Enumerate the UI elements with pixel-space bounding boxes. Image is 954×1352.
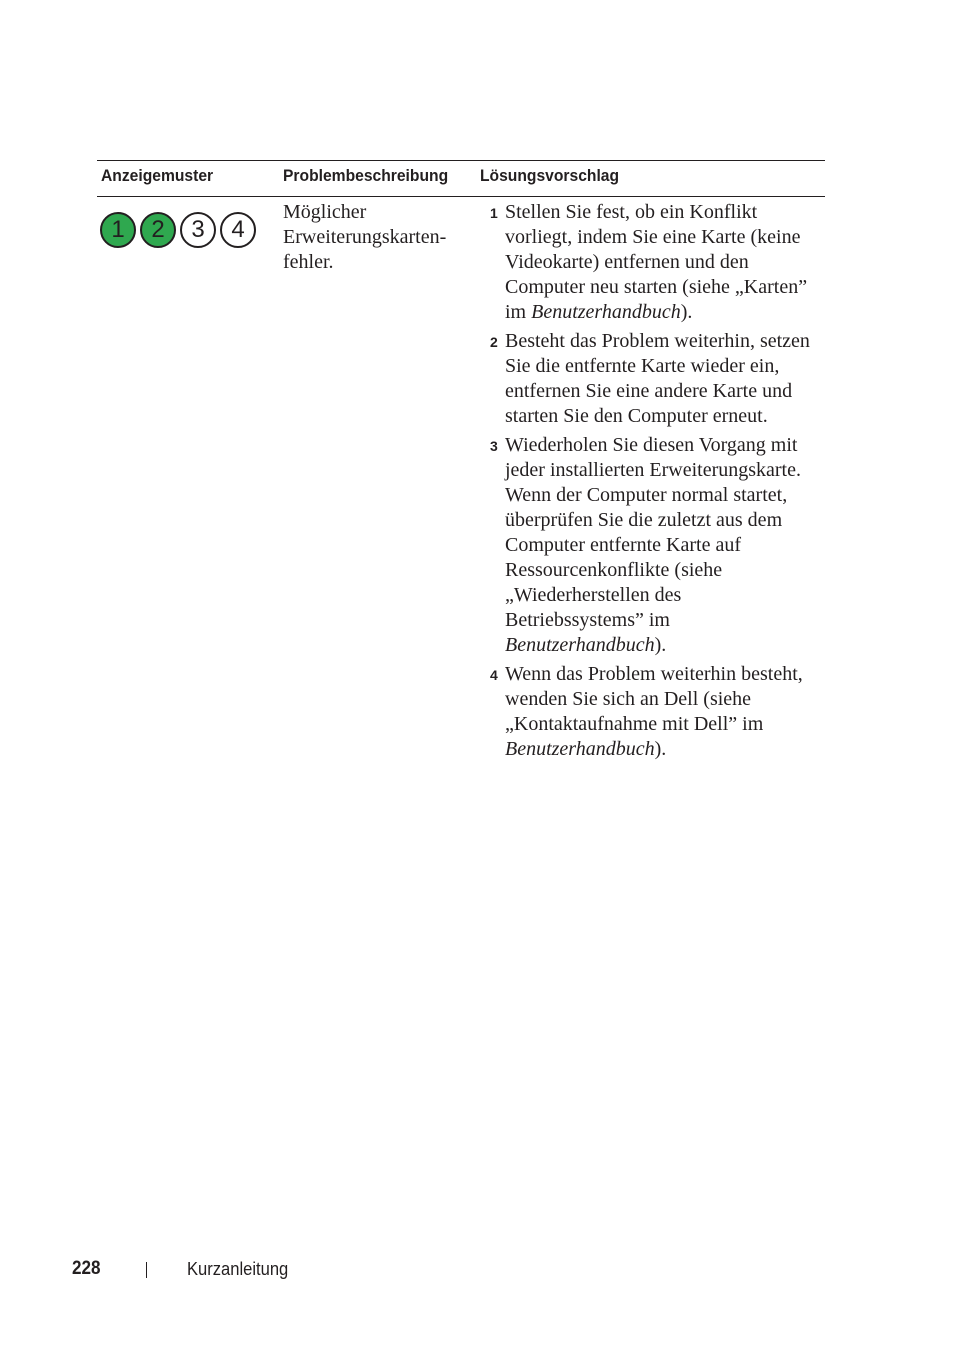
step-text: Besteht das Problem weiterhin, setzen Sie die entfernte Karte wieder ein, entfernen Sie eine andere Karte und starten Sie den Computer erneut.: [505, 330, 810, 427]
step-text: Wiederholen Sie diesen Vorgang mit jeder installierten Erweiterungskarte. Wenn der Computer normal startet, überprüfen Sie die zuletzt aus dem Computer entfernte Karte auf Ressourcenkonflikte (siehe „Wiederherstellen des Betriebssystems” im Benutzerhandbuch).: [505, 434, 801, 656]
manual-reference: Benutzerhandbuch: [505, 634, 655, 656]
footer-section-title: Kurzanleitung: [187, 1259, 289, 1279]
header-pattern: Anzeigemuster: [101, 166, 214, 185]
page-number: 228: [72, 1258, 101, 1279]
diagnostic-light-4-icon: 4: [220, 212, 256, 248]
solution-step-1: [490, 200, 825, 325]
solution-step-2: [490, 329, 825, 429]
solution-step-3: [490, 433, 825, 658]
table-header-rule: [97, 196, 825, 197]
diagnostic-light-2-icon: 2: [140, 212, 176, 248]
diagnostic-light-pattern: [100, 212, 256, 250]
solution-step-4: [490, 662, 825, 762]
footer-divider: [146, 1262, 147, 1278]
solution-steps: [490, 200, 825, 766]
step-text: Stellen Sie fest, ob ein Konflikt vorliegt, indem Sie eine Karte (keine Videokarte) entfernen und den Computer neu starten (siehe „Karten” im Benutzerhandbuch).: [505, 201, 808, 323]
step-number: 3: [490, 438, 498, 454]
problem-description: Möglicher Erweiterungskarten-fehler.: [283, 201, 447, 273]
step-number: 2: [490, 334, 498, 350]
step-number: 4: [490, 667, 498, 683]
page-footer: [0, 1257, 954, 1283]
manual-reference: Benutzerhandbuch: [505, 738, 655, 760]
diagnostic-light-1-icon: 1: [100, 212, 136, 248]
header-solution: Lösungsvorschlag: [480, 166, 620, 185]
step-text: Wenn das Problem weiterhin besteht, wenden Sie sich an Dell (siehe „Kontaktaufnahme mit Dell” im Benutzerhandbuch).: [505, 663, 803, 760]
header-problem: Problembeschreibung: [283, 166, 449, 185]
diagnostic-light-3-icon: 3: [180, 212, 216, 248]
table-top-rule: [97, 160, 825, 161]
manual-reference: Benutzerhandbuch: [531, 301, 681, 323]
step-number: 1: [490, 205, 498, 221]
